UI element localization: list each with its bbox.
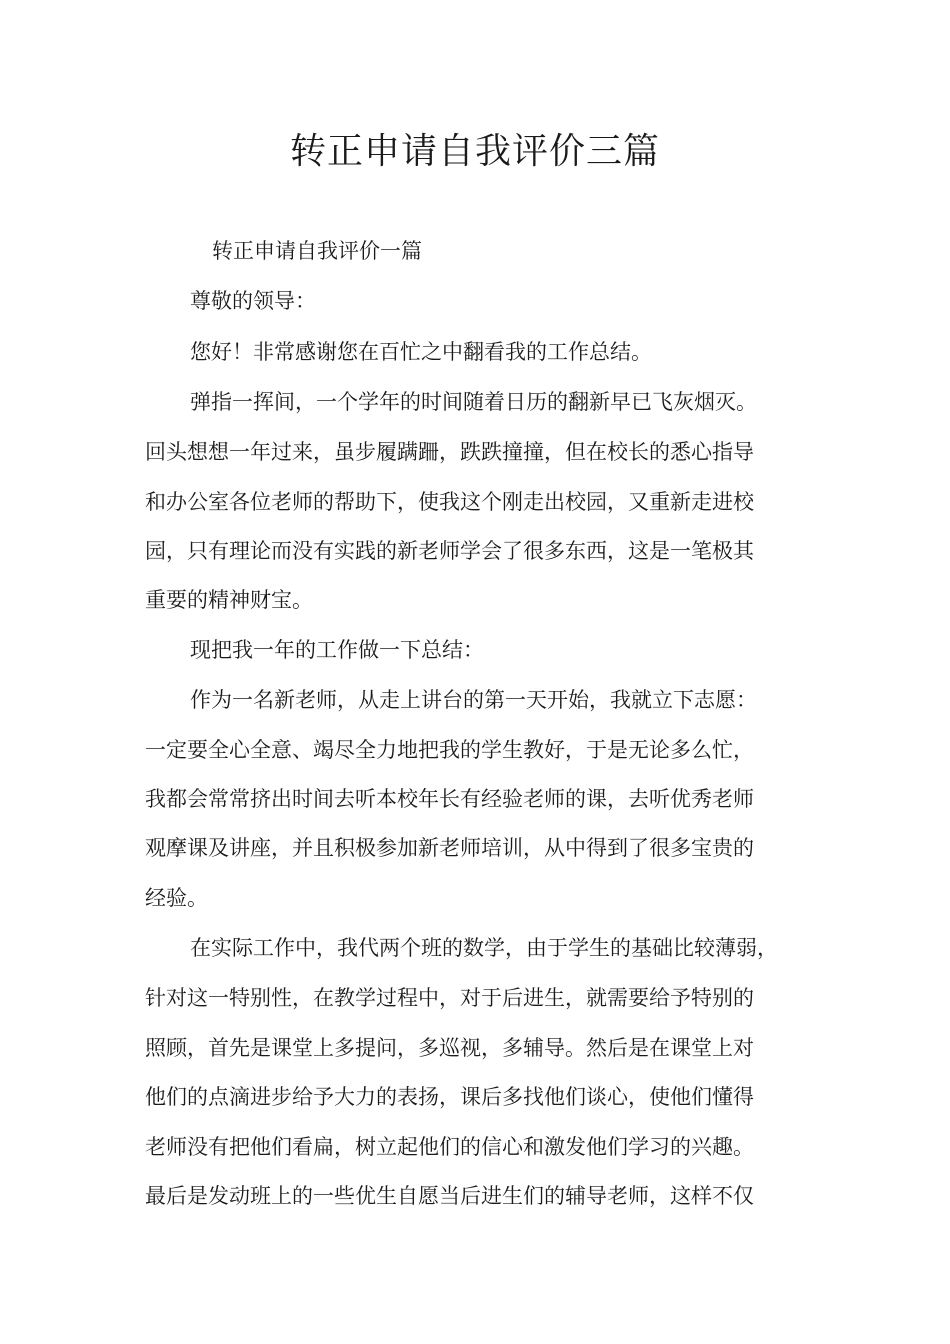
- paragraph-line: 一定要全心全意、竭尽全力地把我的学生教好，于是无论多么忙，: [145, 738, 754, 762]
- paragraph-line: 弹指一挥间，一个学年的时间随着日历的翻新早已飞灰烟灭。: [190, 390, 757, 414]
- paragraph-line: 照顾，首先是课堂上多提问，多巡视，多辅导。然后是在课堂上对: [145, 1036, 754, 1060]
- paragraph-line: 老师没有把他们看扁，树立起他们的信心和激发他们学习的兴趣。: [145, 1135, 754, 1159]
- paragraph-line: 经验。: [145, 886, 208, 910]
- paragraph-line: 我都会常常挤出时间去听本校年长有经验老师的课，去听优秀老师: [145, 787, 754, 811]
- salutation-line: 尊敬的领导：: [190, 289, 316, 313]
- paragraph-line: 回头想想一年过来，虽步履蹒跚，跌跌撞撞，但在校长的悉心指导: [145, 440, 754, 464]
- document-title: 转正申请自我评价三篇: [289, 131, 660, 172]
- paragraph-line: 他们的点滴进步给予大力的表扬，课后多找他们谈心，使他们懂得: [145, 1085, 754, 1109]
- section-subtitle: 转正申请自我评价一篇: [212, 239, 422, 263]
- paragraph-line: 和办公室各位老师的帮助下，使我这个刚走出校园，又重新走进校: [145, 490, 754, 514]
- paragraph-line: 针对这一特别性，在教学过程中，对于后进生，就需要给予特别的: [145, 986, 754, 1010]
- paragraph-line: 最后是发动班上的一些优生自愿当后进生们的辅导老师，这样不仅: [145, 1184, 754, 1208]
- paragraph-line: 在实际工作中，我代两个班的数学，由于学生的基础比较薄弱，: [190, 936, 778, 960]
- greeting-line: 您好！非常感谢您在百忙之中翻看我的工作总结。: [190, 340, 652, 364]
- paragraph-line: 现把我一年的工作做一下总结：: [190, 638, 484, 662]
- paragraph-line: 观摩课及讲座，并且积极参加新老师培训，从中得到了很多宝贵的: [145, 836, 754, 860]
- paragraph-line: 重要的精神财宝。: [145, 588, 313, 612]
- paragraph-line: 作为一名新老师，从走上讲台的第一天开始，我就立下志愿：: [190, 688, 757, 712]
- paragraph-line: 园，只有理论而没有实践的新老师学会了很多东西，这是一笔极其: [145, 539, 754, 563]
